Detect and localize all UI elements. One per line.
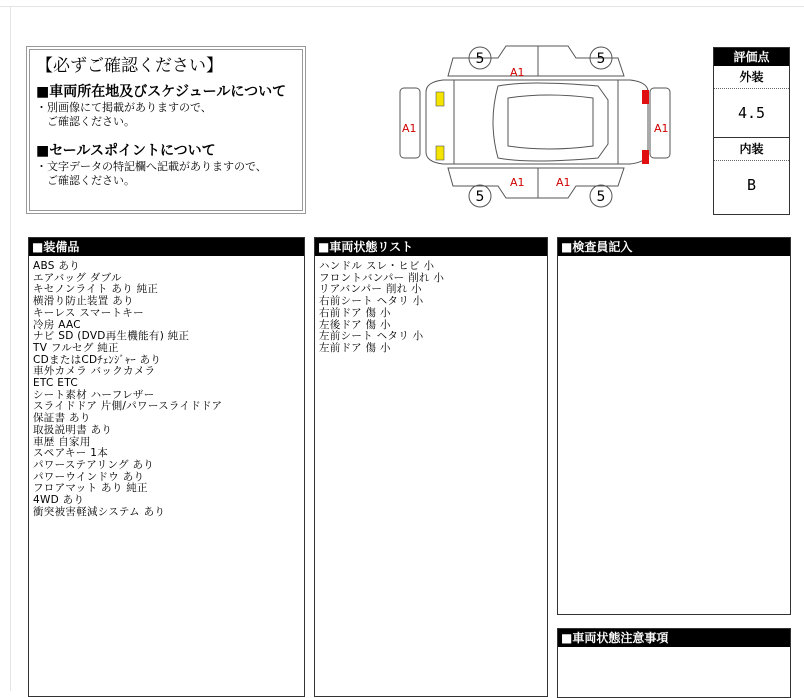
caution-header: ■車両状態注意事項 — [558, 629, 790, 647]
tire-marker-label: 5 — [475, 51, 485, 67]
list-item: 車外カメラ バックカメラ — [33, 365, 156, 378]
interior-grade-value: B — [746, 176, 757, 194]
car-roof-outline — [508, 95, 593, 149]
left-divider — [10, 6, 11, 691]
list-item: TV フルセグ 純正 — [33, 341, 119, 354]
notice-section2-line: ・文字データの特記欄へ記載がありますので、 — [36, 160, 267, 173]
notice-title: 【必ずご確認ください】 — [36, 56, 223, 76]
damage-code: A1 — [402, 122, 417, 135]
headlamp-right — [436, 146, 444, 160]
headlamp-left — [436, 92, 444, 106]
damage-code: A1 — [510, 66, 525, 79]
damage-code: A1 — [654, 122, 669, 135]
list-item: 左前シート ヘタリ 小 — [319, 330, 424, 343]
equipment-panel — [28, 237, 305, 697]
list-item: 右前ドア 傷 小 — [319, 306, 391, 319]
equipment-header: ■装備品 — [29, 238, 304, 256]
tire-marker-label: 5 — [596, 51, 606, 67]
grade-box — [713, 47, 790, 215]
list-item: 車歴 自家用 — [33, 435, 91, 448]
list-item: ETC ETC — [33, 377, 78, 390]
list-item: キセノンライト あり 純正 — [33, 283, 159, 296]
equipment-list — [29, 256, 304, 518]
notice-section2-line: ご確認ください。 — [36, 174, 135, 187]
taillamp-left — [642, 90, 649, 104]
list-item: パワーウインドウ あり — [33, 470, 145, 483]
list-item: パワーステアリング あり — [33, 458, 155, 471]
list-item: 4WD あり — [33, 494, 85, 507]
list-item: エアバッグ ダブル — [33, 271, 122, 284]
grade-header: 評価点 — [714, 48, 789, 66]
list-item: フロントバンパー 削れ 小 — [319, 271, 445, 284]
list-item: CDまたはCDﾁｪﾝｼﾞｬｰ あり — [33, 353, 162, 366]
list-item: キーレス スマートキー — [33, 306, 144, 319]
interior-grade-label: 内装 — [714, 137, 789, 161]
list-item: 横滑り防止装置 あり — [33, 295, 134, 308]
list-item: リアバンパー 削れ 小 — [319, 283, 422, 296]
car-plan-outline — [426, 80, 648, 164]
exterior-grade-value: 4.5 — [737, 104, 766, 122]
notice-section1-line: ・別画像にて掲載がありますので、 — [36, 101, 212, 114]
inspector-panel — [557, 237, 791, 615]
condition-header: ■車両状態リスト — [315, 238, 547, 256]
list-item: スライドドア 片側/パワースライドドア — [33, 400, 223, 413]
list-item: ナビ SD (DVD再生機能有) 純正 — [33, 330, 190, 343]
list-item: フロアマット あり 純正 — [33, 482, 148, 495]
list-item: 冷房 AAC — [33, 318, 81, 331]
notice-box — [26, 46, 306, 214]
list-item: 右前シート ヘタリ 小 — [319, 295, 424, 308]
notice-section1-heading: ■車両所在地及びスケジュールについて — [36, 84, 287, 100]
condition-panel — [314, 237, 548, 697]
list-item: シート素材 ハーフレザー — [33, 388, 155, 401]
tire-marker-label: 5 — [596, 189, 606, 205]
tire-marker-label: 5 — [475, 189, 485, 205]
list-item: 保証書 あり — [33, 412, 91, 425]
damage-code: A1 — [510, 176, 525, 189]
list-item: ハンドル スレ・ヒビ 小 — [319, 260, 435, 272]
taillamp-right — [642, 150, 649, 164]
list-item: スペアキー 1本 — [33, 447, 108, 460]
notice-section2-heading: ■セールスポイントについて — [36, 143, 216, 159]
damage-code: A1 — [556, 176, 571, 189]
list-item: 左後ドア 傷 小 — [319, 318, 391, 331]
list-item: 左前ドア 傷 小 — [319, 341, 391, 354]
inspector-header: ■検査員記入 — [558, 238, 790, 256]
condition-list — [315, 256, 547, 355]
top-divider — [0, 6, 804, 7]
notice-section1-line: ご確認ください。 — [36, 115, 135, 128]
list-item: ABS あり — [33, 260, 81, 272]
exterior-grade-label: 外装 — [714, 66, 789, 89]
caution-panel — [557, 628, 791, 698]
car-damage-diagram — [398, 40, 672, 215]
list-item: 衝突被害軽減システム あり — [33, 505, 166, 518]
list-item: 取扱説明書 あり — [33, 423, 113, 436]
